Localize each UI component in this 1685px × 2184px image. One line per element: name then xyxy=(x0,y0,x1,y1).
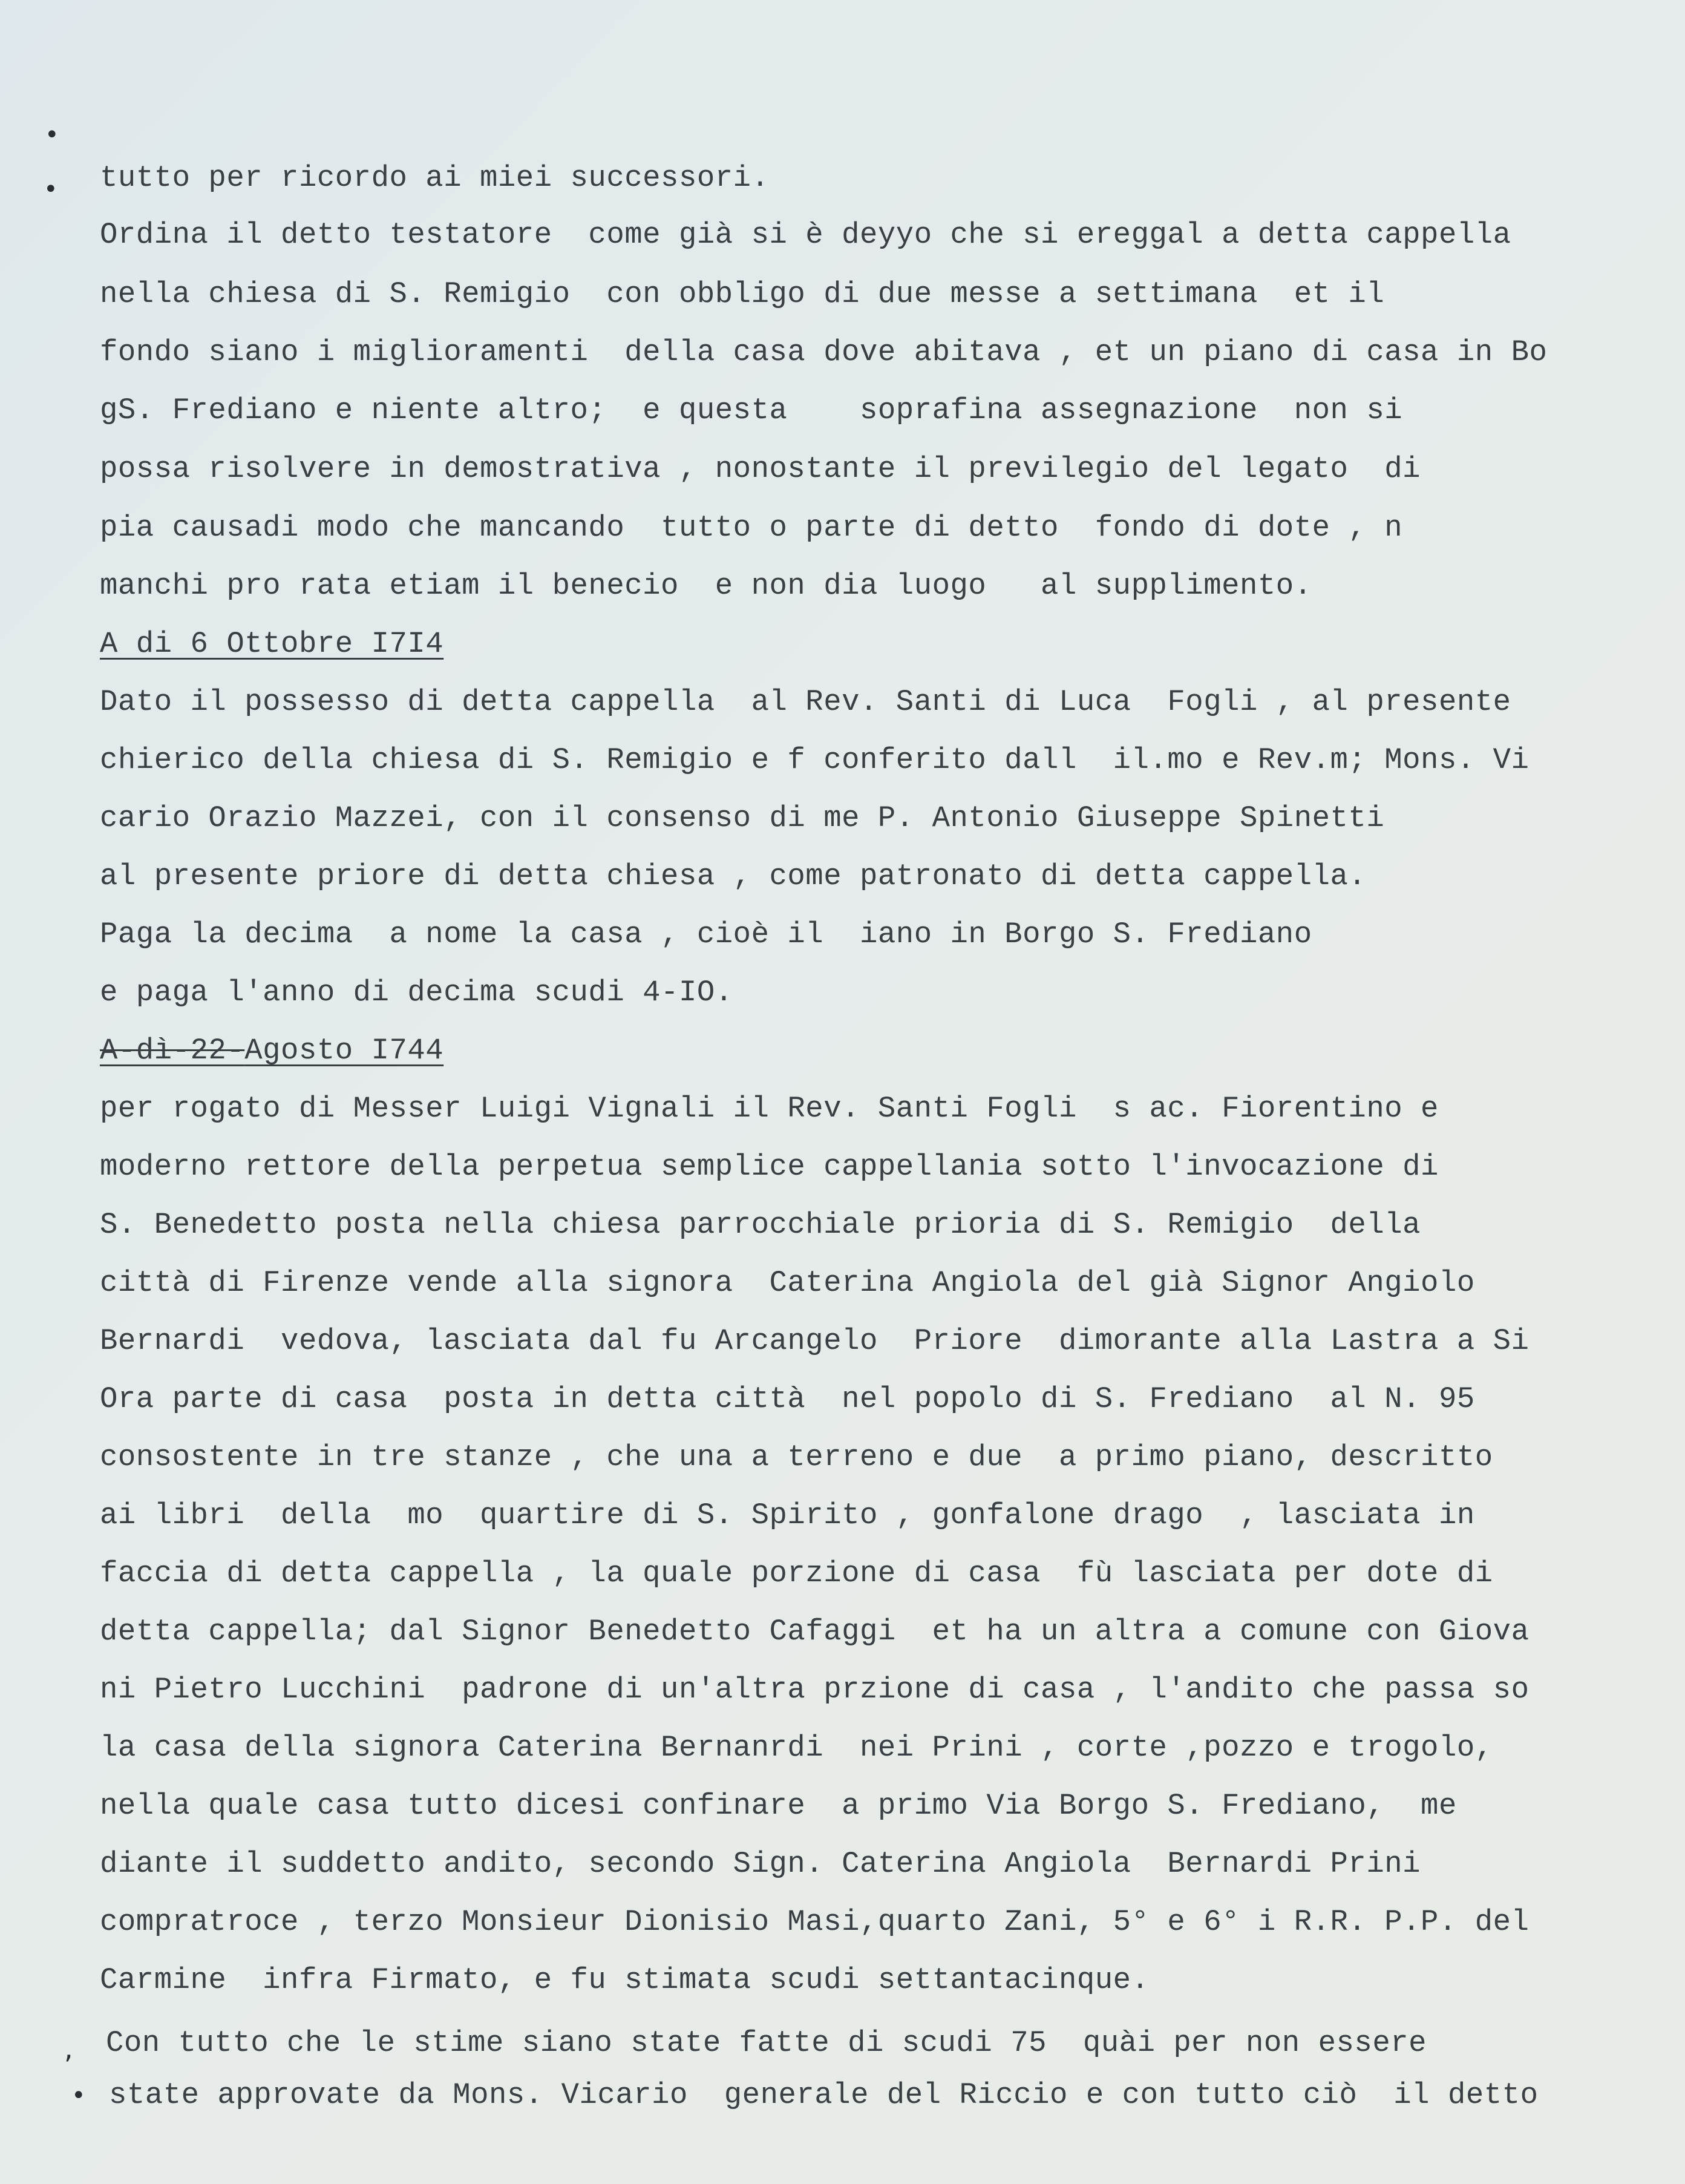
text-line: Dato il possesso di detta cappella al Rev. Santi di Luca Fogli , al presente xyxy=(100,685,1511,719)
text-line: chierico della chiesa di S. Remigio e f conferito dall il.mo e Rev.m; Mons. Vi xyxy=(100,743,1530,777)
text-line: detta cappella; dal Signor Benedetto Cafaggi et ha un altra a comune con Giova xyxy=(100,1615,1530,1648)
margin-tick-mark: • xyxy=(45,121,59,149)
margin-bullet-mark: • xyxy=(71,2082,86,2110)
text-line: Con tutto che le stime siano state fatte di scudi 75 quài per non essere xyxy=(106,2026,1427,2060)
text-line: Ora parte di casa posta in detta città nel popolo di S. Frediano al N. 95 xyxy=(100,1382,1475,1416)
text-line: possa risolvere in demostrativa , nonostante il previlegio del legato di xyxy=(100,452,1421,486)
text-line: e paga l'anno di decima scudi 4-IO. xyxy=(100,976,733,1009)
text-line: S. Benedetto posta nella chiesa parrocchiale prioria di S. Remigio della xyxy=(100,1208,1421,1242)
text-line: Paga la decima a nome la casa , cioè il iano in Borgo S. Frediano xyxy=(100,917,1312,951)
text-line: manchi pro rata etiam il benecio e non dia luogo al supplimento. xyxy=(100,569,1312,603)
text-line: Carmine infra Firmato, e fu stimata scudi settantacinque. xyxy=(100,1963,1150,1997)
text-line: ai libri della mo quartire di S. Spirito , gonfalone drago , lasciata in xyxy=(100,1498,1475,1532)
date-heading-text: Agosto I744 xyxy=(244,1034,444,1067)
text-line: per rogato di Messer Luigi Vignali il Rev. Santi Fogli s ac. Fiorentino e xyxy=(100,1092,1439,1126)
date-heading xyxy=(100,1032,443,1069)
text-line: gS. Frediano e niente altro; e questa soprafina assegnazione non si xyxy=(100,393,1403,427)
text-line: faccia di detta cappella , la quale porzione di casa fù lasciata per dote di xyxy=(100,1556,1493,1590)
text-line: ni Pietro Lucchini padrone di un'altra przione di casa , l'andito che passa so xyxy=(100,1673,1530,1707)
text-line: moderno rettore della perpetua semplice cappellania sotto l'invocazione di xyxy=(100,1150,1439,1184)
margin-bullet-mark: • xyxy=(44,175,58,203)
date-heading: A di 6 Ottobre I7I4 xyxy=(100,627,444,661)
text-line: la casa della signora Caterina Bernanrdi nei Prini , corte ,pozzo e trogolo, xyxy=(100,1731,1493,1765)
text-line: state approvate da Mons. Vicario generale del Riccio e con tutto ciò il detto xyxy=(109,2078,1539,2112)
struck-text: A-dì-22- xyxy=(100,1034,245,1067)
text-line: nella quale casa tutto dicesi confinare a primo Via Borgo S. Frediano, me xyxy=(100,1789,1457,1823)
text-line: pia causadi modo che mancando tutto o parte di detto fondo di dote , n xyxy=(100,511,1403,545)
text-line: tutto per ricordo ai miei successori. xyxy=(100,161,770,195)
text-line: città di Firenze vende alla signora Caterina Angiola del già Signor Angiolo xyxy=(100,1266,1475,1300)
text-line: diante il suddetto andito, secondo Sign. Caterina Angiola Bernardi Prini xyxy=(100,1847,1421,1881)
text-line: Ordina il detto testatore come già si è deyyo che si ereggal a detta cappella xyxy=(100,218,1511,252)
text-line: cario Orazio Mazzei, con il consenso di me P. Antonio Giuseppe Spinetti xyxy=(100,801,1385,835)
text-line: nella chiesa di S. Remigio con obbligo di due messe a settimana et il xyxy=(100,277,1385,311)
text-line: Bernardi vedova, lasciata dal fu Arcangelo Priore dimorante alla Lastra a Si xyxy=(100,1324,1530,1358)
text-line: fondo siano i miglioramenti della casa dove abitava , et un piano di casa in Bo xyxy=(100,335,1548,369)
margin-bullet-mark: , xyxy=(64,2032,73,2065)
text-line: consostente in tre stanze , che una a terreno e due a primo piano, descritto xyxy=(100,1440,1493,1474)
text-line: al presente priore di detta chiesa , come patronato di detta cappella. xyxy=(100,859,1367,893)
text-line: compratroce , terzo Monsieur Dionisio Masi,quarto Zani, 5° e 6° i R.R. P.P. del xyxy=(100,1905,1530,1939)
